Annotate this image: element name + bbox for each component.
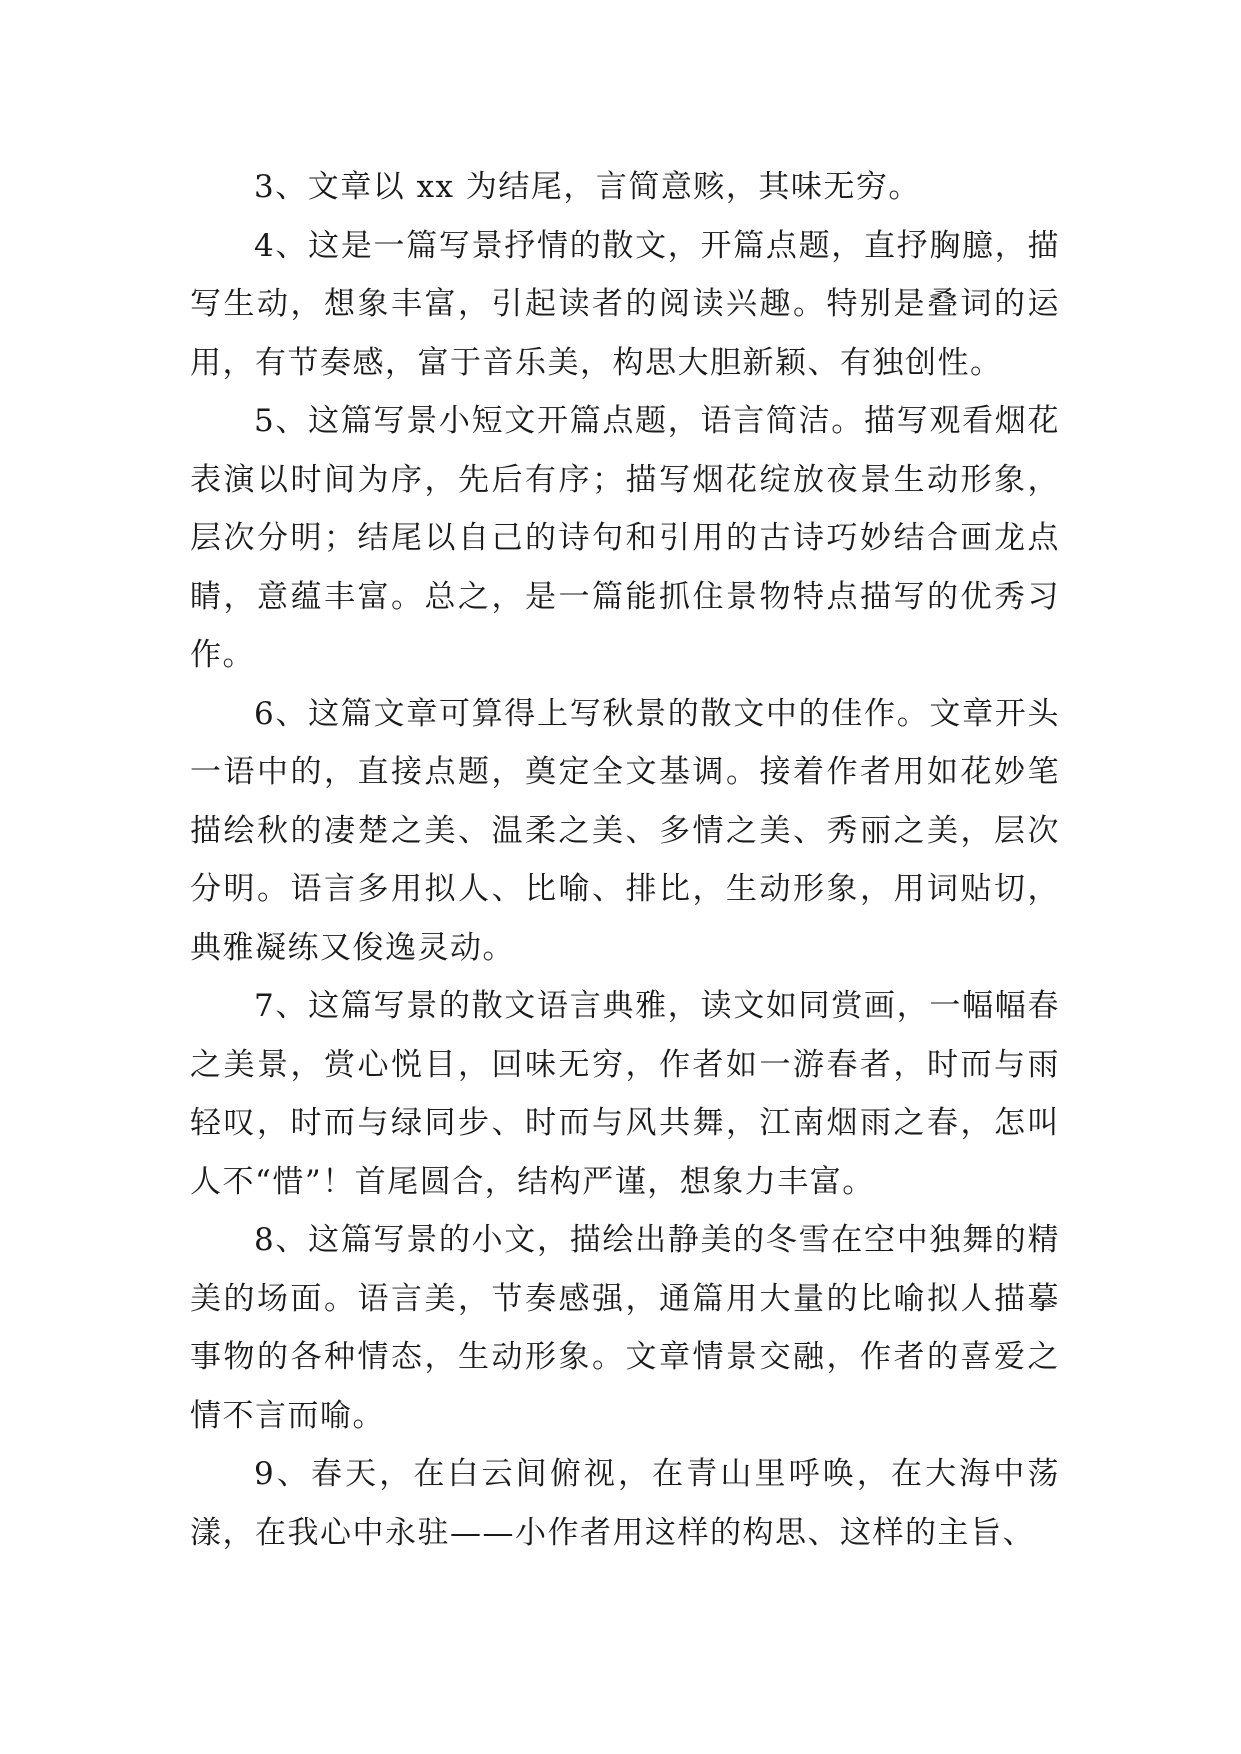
paragraph-9: 9、春天，在白云间俯视，在青山里呼唤，在大海中荡漾，在我心中永驻——小作者用这样的构思、这样的主旨、: [190, 1456, 1060, 1551]
paragraph-5: 5、这篇写景小短文开篇点题，语言简洁。描写观看烟花表演以时间为序，先后有序；描写烟花绽放夜景生动形象，层次分明；结尾以自己的诗句和引用的古诗巧妙结合画龙点睛，意蕴丰富。总之，是一篇能抓住景物特点描写的优秀习作。: [190, 403, 1060, 673]
document-body: [190, 158, 1060, 1562]
paragraph-7: 7、这篇写景的散文语言典雅，读文如同赏画，一幅幅春之美景，赏心悦目，回味无穷，作者如一游春者，时而与雨轻叹，时而与绿同步、时而与风共舞，江南烟雨之春，怎叫人不“惜”！首尾圆合，结构严谨，想象力丰富。: [190, 988, 1060, 1200]
paragraph-8: 8、这篇写景的小文，描绘出静美的冬雪在空中独舞的精美的场面。语言美，节奏感强，通篇用大量的比喻拟人描摹事物的各种情态，生动形象。文章情景交融，作者的喜爱之情不言而喻。: [190, 1222, 1060, 1434]
paragraph-4: 4、这是一篇写景抒情的散文，开篇点题，直抒胸臆，描写生动，想象丰富，引起读者的阅读兴趣。特别是叠词的运用，有节奏感，富于音乐美，构思大胆新颖、有独创性。: [190, 227, 1060, 381]
paragraph-6: 6、这篇文章可算得上写秋景的散文中的佳作。文章开头一语中的，直接点题，奠定全文基调。接着作者用如花妙笔描绘秋的凄楚之美、温柔之美、多情之美、秀丽之美，层次分明。语言多用拟人、比喻、排比，生动形象，用词贴切，典雅凝练又俊逸灵动。: [190, 695, 1060, 966]
paragraph-3: 3、文章以 xx 为结尾，言简意赅，其味无穷。: [254, 169, 921, 205]
